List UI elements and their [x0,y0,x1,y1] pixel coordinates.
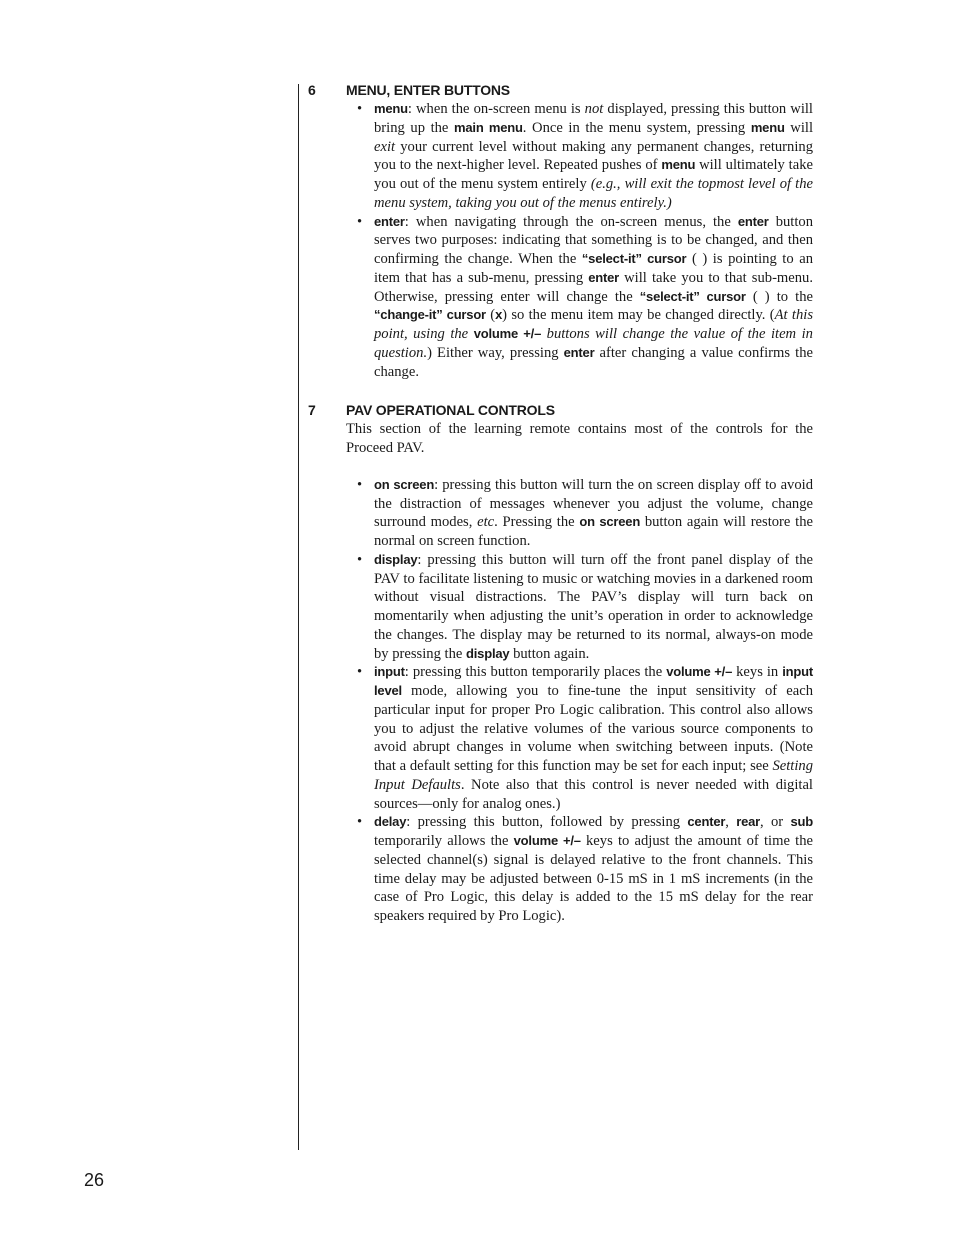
text-run: ( [485,307,496,324]
key-term: “select-it” cursor [581,251,687,266]
section-title: PAV OPERATIONAL CONTROLS [346,402,555,419]
text-run: keys in [732,664,783,681]
text-run: . Once in the menu system, pressing [522,119,751,136]
emphasis: Setting Input Defaults [374,758,813,793]
list-item [356,813,813,926]
item-text [374,664,813,811]
text-run: ( ) to the [745,288,813,305]
text-run: , or [760,814,791,831]
key-term: on screen [579,514,641,530]
text-run: button again. [509,645,590,662]
bullet-list [308,476,813,926]
text-run: . Pressing the [494,514,580,531]
key-term: display [374,551,418,567]
item-text [374,552,813,662]
list-item [356,100,813,213]
emphasis: At this point, using the [374,307,814,342]
text-run: temporarily allows the [374,833,514,849]
page-number: 26 [84,1170,105,1190]
bullet-list [308,100,813,381]
list-item [356,476,813,551]
text-run: , [725,814,737,831]
section-heading [308,400,813,420]
bullet-icon: • [357,476,363,493]
text-run: button again will restore the normal on screen function. [374,514,813,549]
text-run: : when navigating through the on-screen menus, the [404,213,738,230]
text-run: . Note also that this control is never needed with digital sources—only for analog ones.) [374,776,813,812]
text-run: ) so the menu item may be changed directly. ( [502,307,775,324]
list-item [356,213,813,382]
key-term: enter [737,213,769,229]
bullet-icon: • [357,664,363,681]
item-text [374,101,813,211]
section-intro: This section of the learning remote contains most of the controls for the Proceed PAV. [346,421,813,456]
key-term: input level [374,664,813,698]
key-term: rear [736,814,760,830]
key-term: menu [661,157,696,173]
list-item [356,663,813,813]
text-run: will take you to that sub-menu. Otherwise, pressing enter will change the [374,269,813,305]
key-term: x [495,307,503,323]
text-run: mode, allowing you to fine-tune the input sensitivity of each particular input for proper Pro Logic calibration. This control also allows you to adjust the relative volumes of the various source components to avoid abrupt changes in volume when switching between inputs. (Note that a default setting for this function may be set for each input; see [374,683,813,774]
emphasis: exit [374,138,396,155]
emphasis: etc [477,514,495,531]
section-number: 6 [308,82,316,98]
text-run: will ultimately take you out of the menu system entirely [374,157,813,192]
text-run: keys to adjust the amount of time the selected channel(s) signal is delayed relative to the front channels. This time delay may be adjusted between 0-15 mS in 1 mS increments (in the case of Pro Logic, this delay is added to the 15 mS delay for the rear speakers required by Pro Logic). [374,833,813,924]
key-term: sub [790,814,813,830]
key-term: input [374,664,405,680]
text-run: ) Either way, pressing [427,344,564,361]
emphasis: buttons will change the value of the item in question. [374,326,813,361]
text-run: your current level without making any permanent changes, returning you to the next-higher level. Repeated pushes of [374,138,813,174]
item-text [374,477,813,549]
bullet-icon: • [357,551,363,568]
key-term: main menu [454,119,523,135]
key-term: volume +/– [473,326,542,341]
key-term: enter [563,344,595,360]
emphasis: not [584,101,604,117]
key-term: volume +/– [666,664,733,680]
text-run: : pressing this button will turn the on screen display off to avoid the distraction of messages whenever you adjust the volume, change surround modes, [374,476,813,531]
text-run: displayed, pressing this button will bring up the [374,101,813,136]
margin-rule [298,84,299,1150]
text-run: ( ) is pointing to an item that has a sub-menu, pressing [374,251,813,286]
bullet-icon: • [357,814,363,831]
key-term: volume +/– [513,833,581,848]
text-run: : pressing this button, followed by pressing [406,814,688,831]
text-run: button serves two purposes: indicating that something is to be changed, and then confirming the change. When the [374,213,814,267]
list-item [356,551,813,664]
item-text [374,214,813,380]
text-run: : pressing this button will turn off the front panel display of the PAV to facilitate listening to music or watching movies in a darkened room without visual distractions. The PAV’s display will turn back on momentarily when adjusting the unit’s operation in order to acknowledge the changes. The display may be returned to its normal, always-on mode by pressing the [374,551,813,662]
key-term: display [466,645,510,661]
section-heading [308,80,813,100]
text-run: will [784,119,813,136]
item-text [374,814,813,924]
page-content [308,80,813,926]
bullet-icon: • [357,213,363,230]
text-run: : when the on-screen menu is [407,101,585,117]
key-term: menu [374,101,408,116]
key-term: on screen [374,476,435,492]
section-title: MENU, ENTER BUTTONS [346,82,510,98]
key-term: center [687,814,726,830]
emphasis: (e.g., will exit the topmost level of the menu system, taking you out of the menus entirely.) [374,176,813,211]
text-run: after changing a value confirms the change. [374,344,813,380]
section-number: 7 [308,402,316,419]
key-term: “change-it” cursor [374,307,486,323]
key-term: enter [374,213,405,229]
key-term: enter [588,269,620,285]
bullet-icon: • [357,101,363,117]
key-term: “select-it” cursor [639,288,746,304]
key-term: menu [750,119,785,135]
text-run: : pressing this button temporarily places the [404,664,667,681]
key-term: delay [374,814,407,830]
